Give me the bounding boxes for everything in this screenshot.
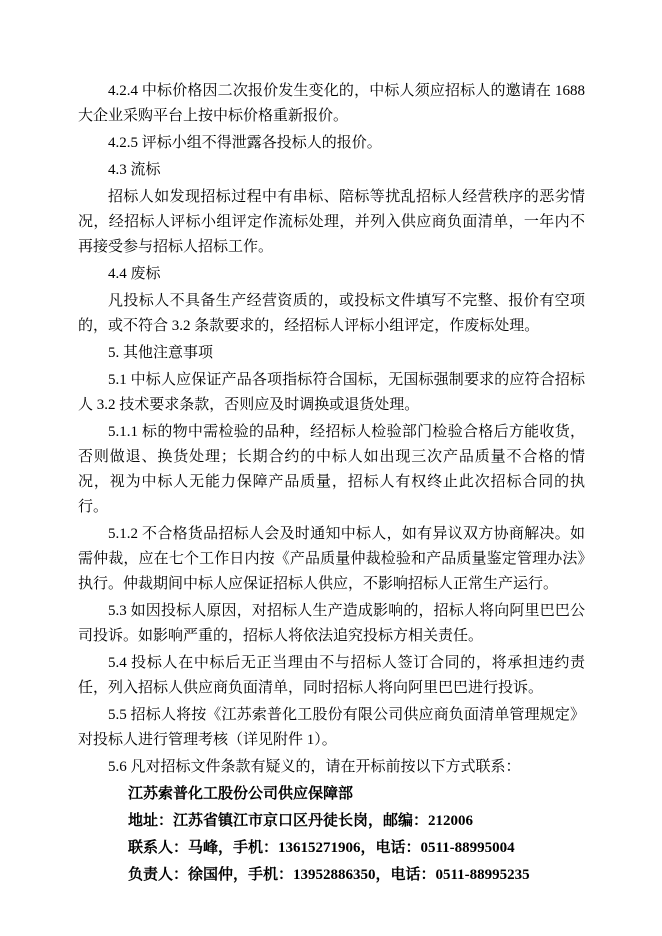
paragraph: 招标人如发现招标过程中有串标、陪标等扰乱招标人经营秩序的恶劣情况，经招标人评标小组评定作流标处理，并列入供应商负面清单，一年内不再接受参与招标人招标工作。: [78, 189, 585, 255]
paragraph: 4.3 流标: [108, 162, 161, 178]
contact-line: 江苏索普化工股份公司供应保障部: [128, 786, 354, 802]
contact-line: 联系人：马峰，手机：13615271906，电话：0511-88995004: [128, 840, 515, 856]
paragraph: 5.1.1 标的物中需检验的品种，经招标人检验部门检验合格后方能收货，否则做退、换货处理；长期合约的中标人如出现三次产品质量不合格的情况，视为中标人无能力保障产品质量，招标人有权终止此次招标合同的执行。: [78, 424, 585, 515]
paragraph: 5.5 招标人将按《江苏索普化工股份有限公司供应商负面清单管理规定》对投标人进行管理考核（详见附件 1）。: [78, 707, 585, 748]
paragraph: 凡投标人不具备生产经营资质的，或投标文件填写不完整、报价有空项的，或不符合 3.2 条款要求的，经招标人评标小组评定，作废标处理。: [78, 293, 585, 334]
paragraph: 4.2.4 中标价格因二次报价发生变化的，中标人须应招标人的邀请在 1688 大企业采购平台上按中标价格重新报价。: [78, 83, 585, 124]
paragraph: 5.1.2 不合格货品招标人会及时通知中标人，如有异议双方协商解决。如需仲裁，应在七个工作日内按《产品质量仲裁检验和产品质量鉴定管理办法》执行。仲裁期间中标人应保证招标人供应，不影响招标人正常生产运行。: [78, 526, 585, 592]
document-body: [78, 79, 585, 890]
paragraph: 4.2.5 评标小组不得泄露各投标人的报价。: [108, 135, 382, 151]
contact-line: 地址：江苏省镇江市京口区丹徒长岗，邮编：212006: [128, 813, 474, 829]
paragraph: 5. 其他注意事项: [108, 345, 214, 361]
paragraph: 5.6 凡对招标文件条款有疑义的，请在开标前按以下方式联系：: [108, 759, 521, 775]
paragraph: 5.3 如因投标人原因，对招标人生产造成影响的，招标人将向阿里巴巴公司投诉。如影响严重的，招标人将依法追究投标方相关责任。: [78, 603, 585, 644]
contact-line: 负责人：徐国仲，手机：13952886350，电话：0511-88995235: [128, 867, 530, 883]
paragraph: 5.1 中标人应保证产品各项指标符合国标，无国标强制要求的应符合招标人 3.2 技术要求条款，否则应及时调换或退货处理。: [78, 372, 585, 413]
paragraph: 4.4 废标: [108, 266, 161, 282]
paragraph: 5.4 投标人在中标后无正当理由不与招标人签订合同的，将承担违约责任，列入招标人供应商负面清单，同时招标人将向阿里巴巴进行投诉。: [78, 655, 585, 696]
